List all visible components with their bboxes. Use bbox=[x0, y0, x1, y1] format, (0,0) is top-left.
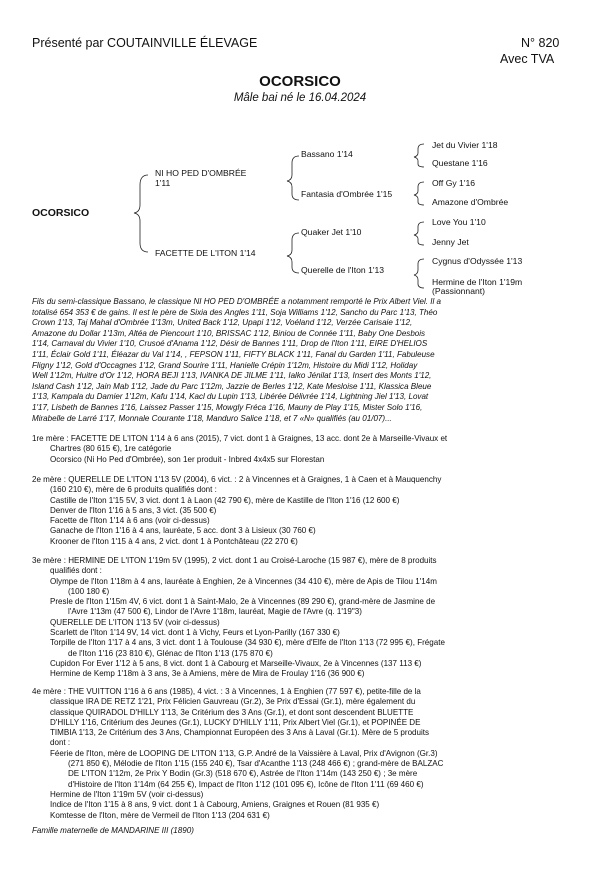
horse-description: Mâle bai né le 16.04.2024 bbox=[233, 92, 367, 104]
pedigree-sire-dam: Fantasia d'Ombrée 1'15 bbox=[301, 189, 393, 199]
tva-label: Avec TVA bbox=[500, 52, 555, 66]
pedigree-dam-dam: Querelle de l'Iton 1'13 bbox=[301, 265, 385, 275]
lot-number: N° 820 bbox=[521, 36, 560, 50]
pedigree-braces bbox=[0, 0, 600, 300]
pedigree-dam: FACETTE DE L'ITON 1'14 bbox=[155, 248, 256, 258]
presenter-line: Présenté par COUTAINVILLE ÉLEVAGE bbox=[32, 36, 258, 50]
pedigree-ggp: Questane 1'16 bbox=[432, 158, 488, 168]
pedigree-sire-record: 1'11 bbox=[155, 178, 171, 188]
pedigree-ggp: Jet du Vivier 1'18 bbox=[432, 140, 498, 150]
pedigree-sire: NI HO PED D'OMBRÉE bbox=[155, 168, 247, 178]
horse-name-title: OCORSICO bbox=[259, 73, 341, 90]
maternal-family-note: Famille maternelle de MANDARINE III (1890) bbox=[32, 826, 194, 835]
first-dam-section: 1re mère : FACETTE DE L'ITON 1'14 à 6 ans (2015), 7 vict. dont 1 à Graignes, 13 acc. dont 2e à Marseille-Vivaux et Chartres (80 615 €), 1re catégorie Ocorsico (Ni Ho Ped d'Ombrée), son 1er produit - Inbred 4x4x5 sur Florestan bbox=[32, 434, 448, 464]
pedigree-ggp: Jenny Jet bbox=[432, 237, 469, 247]
pedigree-ggp: Amazone d'Ombrée bbox=[432, 197, 509, 207]
pedigree-ggp: Hermine de l'Iton 1'19m bbox=[432, 277, 523, 287]
pedigree-ggp: Off Gy 1'16 bbox=[432, 178, 476, 188]
pedigree-sire-sire: Bassano 1'14 bbox=[301, 149, 353, 159]
pedigree-root: OCORSICO bbox=[32, 207, 90, 219]
pedigree-ggp: Love You 1'10 bbox=[432, 217, 486, 227]
fourth-dam-section: 4e mère : THE VUITTON 1'16 à 6 ans (1985), 4 vict. : 3 à Vincennes, 1 à Enghien (77 597 €), petite-fille de la classique IRA DE RETZ 1'21, Prix Félicien Gauvreau (Gr.2), 3e Prix d'Essai (Gr.1), mère également du classique QUIRADOL D'HILLY 1'13, 3e Critérium des 3 Ans (Gr.1), et dont sont descendent BLUETTE D'HILLY 1'16, Critérium des Jeunes (Gr.1), LUCKY D'HILLY 1'11, Prix Albert Viel (Gr.1), et POPINÉE DE TIMBIA 1'13, 2e Critérium des 3 Ans, Championnat Européen des 3 Ans à Laval (Gr.1). Mère de 5 produits dont : Féerie de l'Iton, mère de LOOPING DE L'ITON 1'13, G.P. André de la Vaissière à Laval, Prix d'Avignon (Gr.3) (271 850 €), Mélodie de l'Iton 1'15 (155 240 €), Tsar d'Acanthe 1'13 (248 466 €) ; grand-mère de BALZAC DE L'ITON 1'12m, 2e Prix Y Bodin (Gr.3) (518 670 €), Astrée de l'Iton 1'14m (143 250 €) ; 3e mère d'Histoire de l'Iton 1'14m (64 255 €), Impact de l'Iton 1'12 (101 095 €), Icône de l'Iton 1'11 (69 460 €) Hermine de l'Iton 1'19m 5V (voir ci-dessus) Indice de l'Iton 1'15 à 8 ans, 9 vict. dont 1 à Cabourg, Amiens, Graignes et Rouen (81 935 €) Komtesse de l'Iton, mère de Vermeil de l'Iton 1'13 (204 631 €) bbox=[32, 687, 444, 820]
third-dam-section: 3e mère : HERMINE DE L'ITON 1'19m 5V (1995), 2 vict. dont 1 au Croisé-Laroche (15 987 €), mère de 8 produits qualifiés dont : Olympe de l'Iton 1'18m à 4 ans, lauréate à Enghien, 2e à Vincennes (34 410 €), mère de Apis de Tilou 1'14m (100 180 €) Presle de l'Iton 1'15m 4V, 6 vict. dont 1 à Saint-Malo, 2e à Vincennes (89 290 €), grand-mère de Jasmine de l'Avre 1'13m (47 500 €), Lindor de l'Avre 1'18m, lauréat, Magie de l'Avre (q. 1'19"3) QUERELLE DE L'ITON 1'13 5V (voir ci-dessus) Scarlett de l'Iton 1'14 9V, 14 vict. dont 1 à Vichy, Feurs et Lyon-Parilly (167 330 €) Torpille de l'Iton 1'17 à 4 ans, 3 vict. dont 1 à Toulouse (34 930 €), mère d'Elfe de l'Iton 1'13 (72 995 €), Frégate de l'Iton 1'16 (23 810 €), Glénac de l'Iton 1'13 (175 870 €) Cupidon For Ever 1'12 à 5 ans, 8 vict. dont 1 à Cabourg et Marseille-Vivaux, 2e à Vincennes (137 113 €) Hermine de Kemp 1'18m à 3 ans, 3e à Amiens, mère de Mira de Froulay 1'16 (36 900 €) bbox=[32, 556, 445, 679]
pedigree-dam-sire: Quaker Jet 1'10 bbox=[301, 227, 362, 237]
pedigree-ggp: (Passionnant) bbox=[432, 286, 486, 296]
second-dam-section: 2e mère : QUERELLE DE L'ITON 1'13 5V (2004), 6 vict. : 2 à Vincennes et à Graignes, 1 à Caen et à Mauquenchy (160 210 €), mère de 6 produits qualifiés dont : Castille de l'Iton 1'15 5V, 3 vict. dont 1 à Laon (42 790 €), mère de Kastille de l'Iton 1'16 (12 600 €) Denver de l'Iton 1'16 à 5 ans, 3 vict. (35 500 €) Facette de l'Iton 1'14 à 6 ans (voir ci-dessus) Ganache de l'Iton 1'16 à 4 ans, lauréate, 5 acc. dont 3 à Lisieux (30 760 €) Krooner de l'Iton 1'15 à 4 ans, 2 vict. dont 1 à Pontchâteau (22 270 €) bbox=[32, 475, 442, 546]
pedigree-ggp: Cygnus d'Odyssée 1'13 bbox=[432, 256, 523, 266]
sire-intro-paragraph: Fils du semi-classique Bassano, le classique NI HO PED D'OMBRÉE a notamment remporté le Prix Albert Viel. Il a totalisé 654 353 € de gains. Il est le père de Sixia des Angles 1'11, Soja Williams 1'12, Sancho du Parc 1'13, Théo Crown 1'13, Taj Mahal d'Ombrée 1'13m, United Back 1'12, Upapi 1'12, Voéland 1'12, Verzée Carisaie 1'12, Amazone du Dollar 1'13m, Altéa de Piencourt 1'10, BRISSAC 1'12, Biniou de Connée 1'11, Baby One Desbois 1'14, Carnaval du Vivier 1'10, Crusoé d'Anama 1'12, Désir de Bannes 1'11, Drop de l'Iton 1'11, EIRE D'HELIOS 1'11, Éclair Gold 1'11, Éléazar du Val 1'14, , FEPSON 1'11, FIFTY BLACK 1'11, Fanal du Garden 1'11, Fabuleuse Fligny 1'12, Gold d'Occagnes 1'12, Grand Sourire 1'11, Hanielle Crépin 1'12m, Histoire du Midi 1'12, Holiday Well 1'12m, Huitre d'Or 1'12, HORA BEJI 1'13, IVANKA DE JILME 1'11, Ialko Jénilat 1'13, Insert des Monts 1'12, Island Cash 1'12, Jain Mab 1'12, Jade du Parc 1'12m, Jazzie de Berles 1'12, Kate Mesloise 1'11, Klassica Bleue 1'13, Kampala du Damier 1'12m, Kafu 1'14, Kacl du Lupin 1'13, Libérée Délivrée 1'14, Lightning Jiel 1'13, Lovat 1'17, Lisbeth de Bannes 1'16, Laissez Passer 1'15, Mowgly Fréca 1'16, Mauny de Play 1'15, Mister Solo 1'16, Mirabelle de Larré 1'17, Monnale Courante 1'18, Manduro Salice 1'18, et 7 «N» qualifiés (au 01/07)... bbox=[32, 297, 441, 423]
